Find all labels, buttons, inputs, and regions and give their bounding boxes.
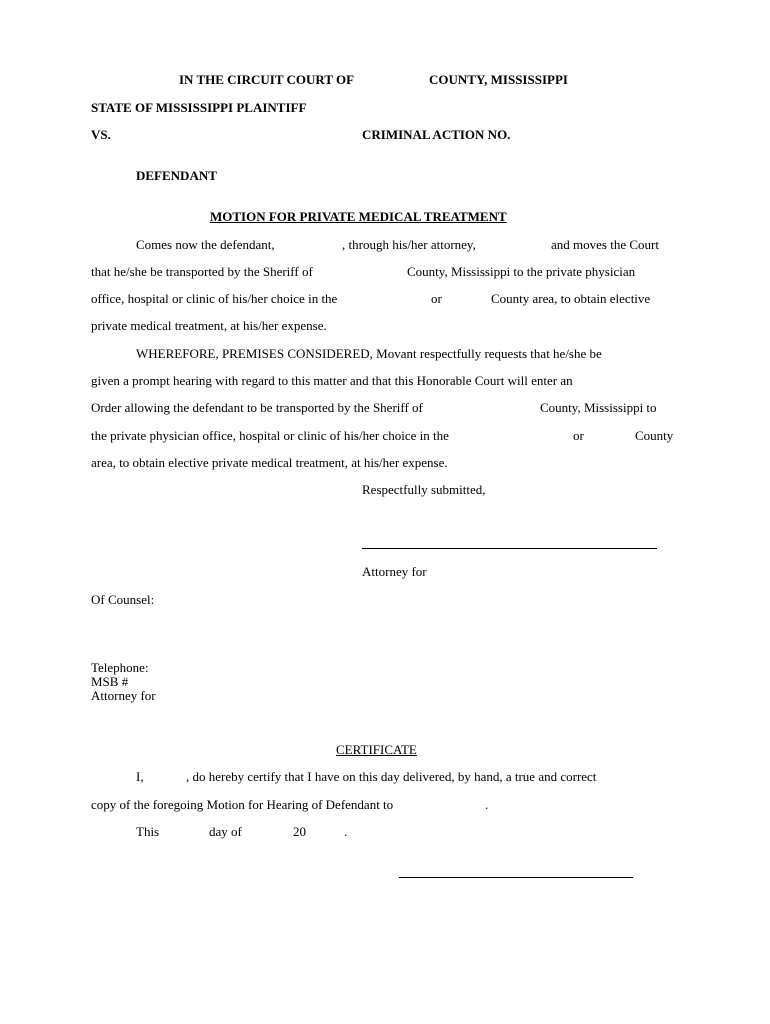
certificate-date-period: . (344, 824, 348, 839)
msb-label: MSB # (91, 674, 129, 689)
telephone-label: Telephone: (91, 660, 149, 675)
p2-text: or (573, 428, 584, 443)
versus-label: VS. (91, 127, 111, 142)
p1-text: or (431, 291, 442, 306)
defendant-label: DEFENDANT (136, 168, 217, 183)
p1-text: office, hospital or clinic of his/her choice in the (91, 291, 338, 306)
certificate-date-year: 20 (293, 824, 306, 839)
p2-text: area, to obtain elective private medical treatment, at his/her expense. (91, 455, 448, 470)
motion-title: MOTION FOR PRIVATE MEDICAL TREATMENT (210, 209, 507, 224)
certificate-text: I, (136, 769, 144, 784)
attorney-signature-line (362, 548, 657, 549)
respectfully-submitted: Respectfully submitted, (362, 482, 486, 497)
p2-text: the private physician office, hospital or clinic of his/her choice in the (91, 428, 449, 443)
p2-text: Order allowing the defendant to be transported by the Sheriff of (91, 400, 423, 415)
p2-text: WHEREFORE, PREMISES CONSIDERED, Movant respectfully requests that he/she be (136, 346, 602, 361)
p1-text: County area, to obtain elective (491, 291, 651, 306)
p1-text: and moves the Court (551, 237, 659, 252)
court-county-heading: COUNTY, MISSISSIPPI (429, 72, 568, 87)
p2-text: County (635, 428, 674, 443)
p2-text: County, Mississippi to (540, 400, 657, 415)
p1-text: County, Mississippi to the private physician (407, 264, 636, 279)
p1-text: private medical treatment, at his/her expense. (91, 318, 327, 333)
attorney-for-label: Attorney for (362, 564, 427, 579)
certificate-date-this: This (136, 824, 160, 839)
p2-text: given a prompt hearing with regard to this matter and that this Honorable Court will enter an (91, 373, 573, 388)
certificate-title: CERTIFICATE (336, 742, 417, 757)
certificate-text: . (485, 797, 489, 812)
of-counsel-label: Of Counsel: (91, 592, 155, 607)
certificate-signature-line (399, 877, 633, 878)
p1-text: Comes now the defendant, (136, 237, 275, 252)
p1-text: that he/she be transported by the Sheriff of (91, 264, 313, 279)
plaintiff-label: STATE OF MISSISSIPPI PLAINTIFF (91, 100, 307, 115)
criminal-action-label: CRIMINAL ACTION NO. (362, 127, 511, 142)
court-heading: IN THE CIRCUIT COURT OF (179, 72, 355, 87)
attorney-for-label-2: Attorney for (91, 688, 156, 703)
certificate-text: copy of the foregoing Motion for Hearing of Defendant to (91, 797, 394, 812)
certificate-text: , do hereby certify that I have on this day delivered, by hand, a true and correct (186, 769, 597, 784)
certificate-date-day-of: day of (209, 824, 242, 839)
p1-text: , through his/her attorney, (342, 237, 476, 252)
